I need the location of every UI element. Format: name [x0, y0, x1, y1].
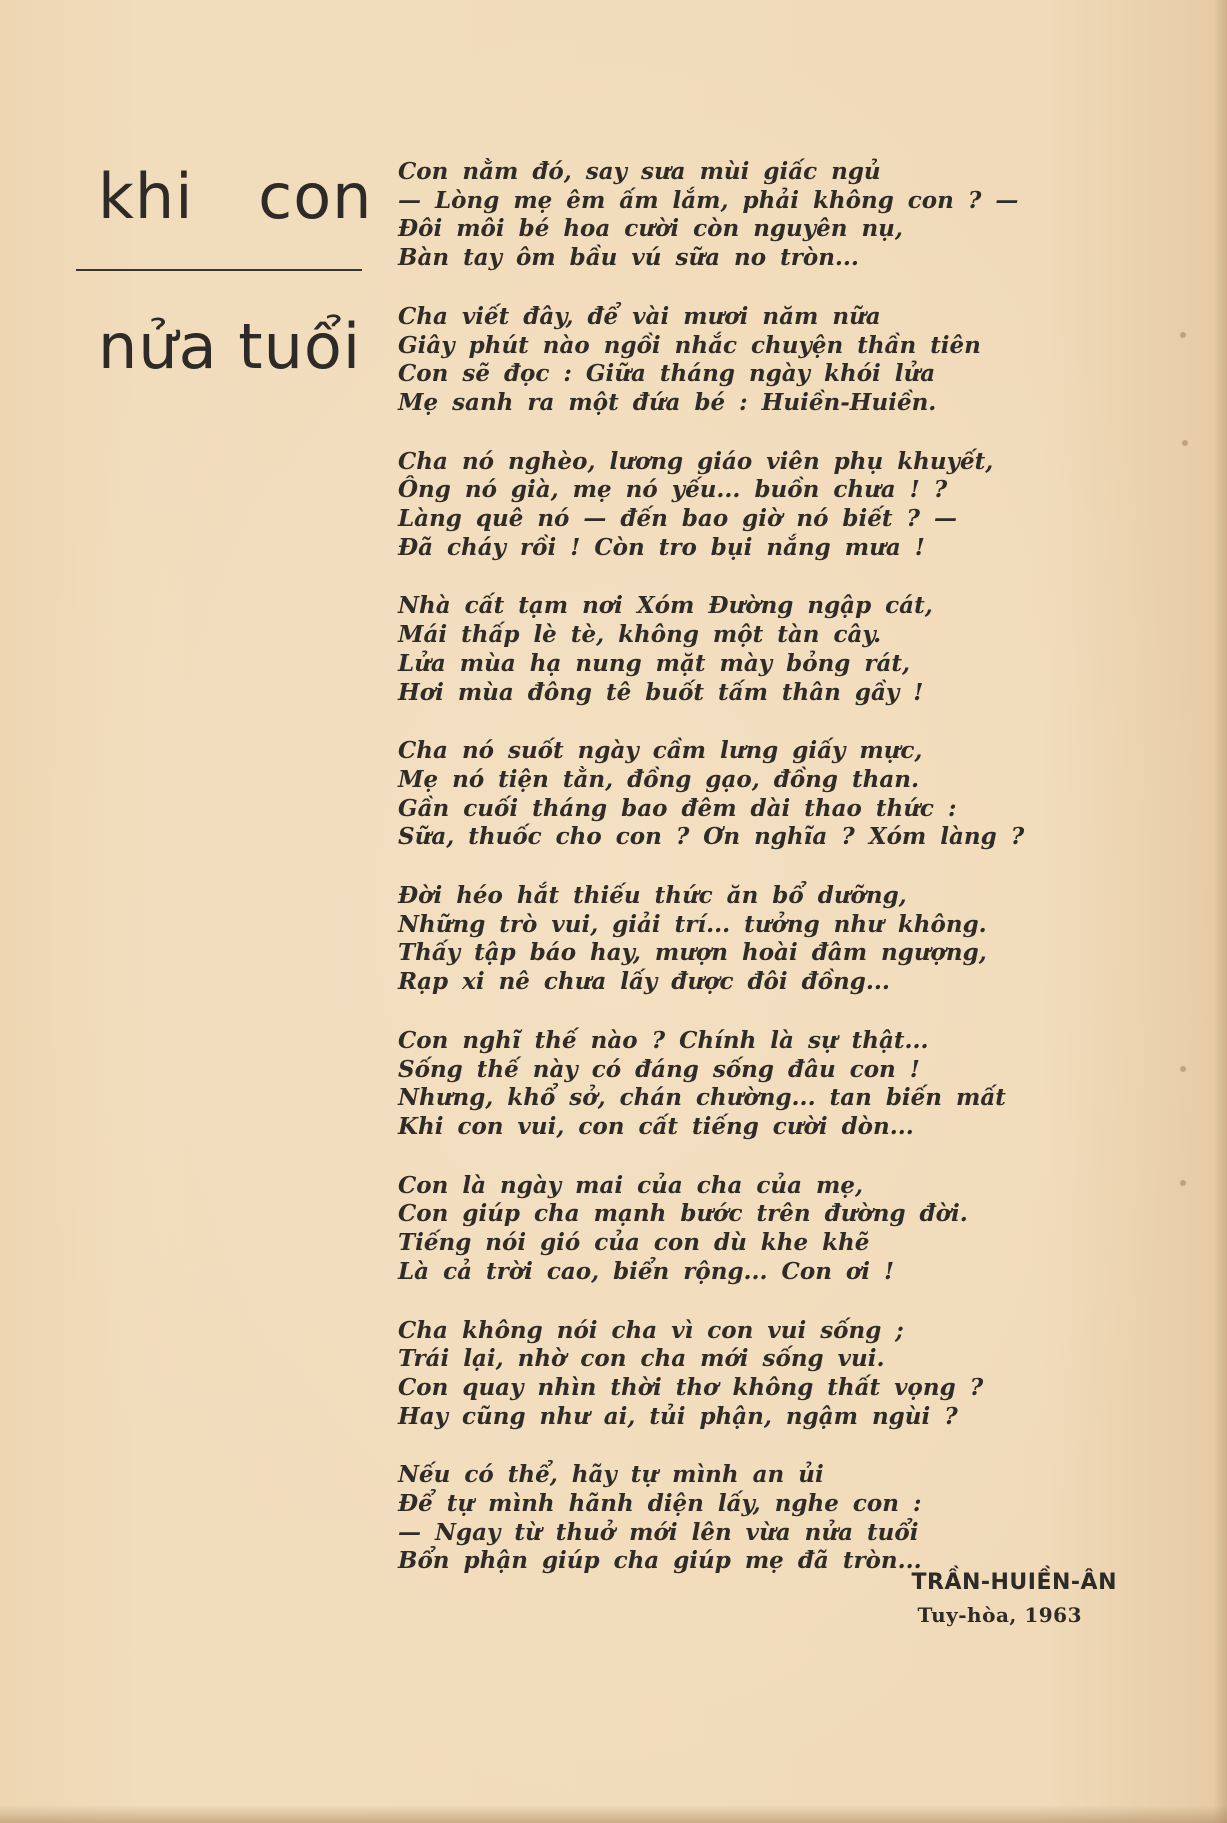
poem-line: Bàn tay ôm bầu vú sữa no tròn... — [398, 244, 859, 272]
title-divider — [76, 269, 362, 271]
poem-line: Cha viết đây, để vài mươi năm nữa — [398, 302, 881, 330]
author-signature: TRẦN-HUIỀN-ÂN — [911, 1570, 1117, 1595]
poem-title-line-1: khi con — [98, 160, 373, 233]
poem-line: Tiếng nói gió của con dù khe khẽ — [398, 1229, 870, 1257]
poem-line: Đã cháy rồi ! Còn tro bụi nắng mưa ! — [398, 533, 925, 561]
poem-stanza — [398, 1317, 1018, 1432]
poem-line: Con quay nhìn thời thơ không thất vọng ? — [398, 1373, 984, 1401]
poem-stanza — [398, 158, 1018, 273]
poem-stanza — [398, 882, 1018, 997]
poem-line: — Lòng mẹ êm ấm lắm, phải không con ? — — [398, 186, 1019, 214]
poem-line: Mẹ sanh ra một đứa bé : Huiền-Huiền. — [398, 388, 937, 416]
poem-title-line-2: nửa tuổi — [98, 310, 362, 383]
poem-line: Nhà cất tạm nơi Xóm Đường ngập cát, — [398, 592, 933, 620]
poem-line: Con sẽ đọc : Giữa tháng ngày khói lửa — [398, 360, 936, 388]
poem-line: Nhưng, khổ sở, chán chường... tan biến mất — [398, 1084, 1006, 1112]
poem-body — [398, 158, 1025, 1606]
paper-speck — [1180, 1180, 1186, 1186]
poem-stanza — [398, 1461, 1018, 1576]
place-date: Tuy-hòa, 1963 — [917, 1603, 1082, 1627]
poem-line: Giây phút nào ngồi nhắc chuyện thần tiên — [398, 331, 981, 359]
paper-speck — [1180, 332, 1186, 338]
poem-line: Con là ngày mai của cha của mẹ, — [398, 1171, 863, 1199]
poem-line: Sống thế này có đáng sống đâu con ! — [398, 1055, 920, 1083]
poem-line: Khi con vui, con cất tiếng cười dòn... — [398, 1112, 914, 1140]
poem-line: Bổn phận giúp cha giúp mẹ đã tròn... — [398, 1547, 922, 1575]
poem-line: Cha không nói cha vì con vui sống ; — [398, 1316, 904, 1344]
poem-stanza — [398, 1172, 1018, 1287]
poem-line: Mẹ nó tiện tằn, đồng gạo, đồng than. — [398, 765, 919, 793]
paper-speck — [1182, 440, 1188, 446]
poem-line: Đời héo hắt thiếu thức ăn bổ dưỡng, — [398, 882, 907, 910]
poem-line: Thấy tập báo hay, mượn hoài đâm ngượng, — [398, 939, 987, 967]
poem-stanza — [398, 1027, 1018, 1142]
poem-line: Con nằm đó, say sưa mùi giấc ngủ — [398, 158, 881, 185]
poem-line: Con nghĩ thế nào ? Chính là sự thật... — [398, 1026, 929, 1054]
poem-line: Trái lại, nhờ con cha mới sống vui. — [398, 1345, 885, 1373]
poem-line: Gần cuối tháng bao đêm dài thao thức : — [398, 794, 957, 822]
poem-line: Hơi mùa đông tê buốt tấm thân gầy ! — [398, 678, 924, 706]
poem-stanza — [398, 592, 1018, 707]
poem-line: Ông nó già, mẹ nó yếu... buồn chưa ! ? — [398, 476, 948, 504]
poem-stanza — [398, 448, 1018, 563]
poem-line: Những trò vui, giải trí... tưởng như không. — [398, 910, 987, 938]
poem-line: Con giúp cha mạnh bước trên đường đời. — [398, 1200, 968, 1228]
poem-stanza — [398, 303, 1018, 418]
poem-line: Là cả trời cao, biển rộng... Con ơi ! — [398, 1257, 895, 1285]
paper-bottom-shadow — [0, 1805, 1227, 1823]
poem-stanza — [398, 737, 1025, 852]
poem-line: Cha nó nghèo, lương giáo viên phụ khuyết, — [398, 447, 994, 475]
poem-line: Đôi môi bé hoa cười còn nguyên nụ, — [398, 215, 903, 243]
poem-line: Hay cũng như ai, tủi phận, ngậm ngùi ? — [398, 1402, 958, 1430]
poem-line: Rạp xi nê chưa lấy được đôi đồng... — [398, 968, 890, 996]
poem-line: Để tự mình hãnh diện lấy, nghe con : — [398, 1490, 922, 1518]
poem-line: Mái thấp lè tè, không một tàn cây. — [398, 621, 882, 649]
poem-line: Cha nó suốt ngày cầm lưng giấy mực, — [398, 737, 923, 765]
poem-line: Làng quê nó — đến bao giờ nó biết ? — — [398, 505, 957, 533]
paper-speck — [1180, 1066, 1186, 1072]
poem-line: Nếu có thể, hãy tự mình an ủi — [398, 1461, 824, 1489]
paper-edge-shadow — [1213, 0, 1227, 1823]
poem-line: — Ngay từ thuở mới lên vừa nửa tuổi — [398, 1518, 919, 1546]
poem-line: Sữa, thuốc cho con ? Ơn nghĩa ? Xóm làng ? — [398, 823, 1025, 851]
poem-line: Lửa mùa hạ nung mặt mày bỏng rát, — [398, 649, 911, 677]
